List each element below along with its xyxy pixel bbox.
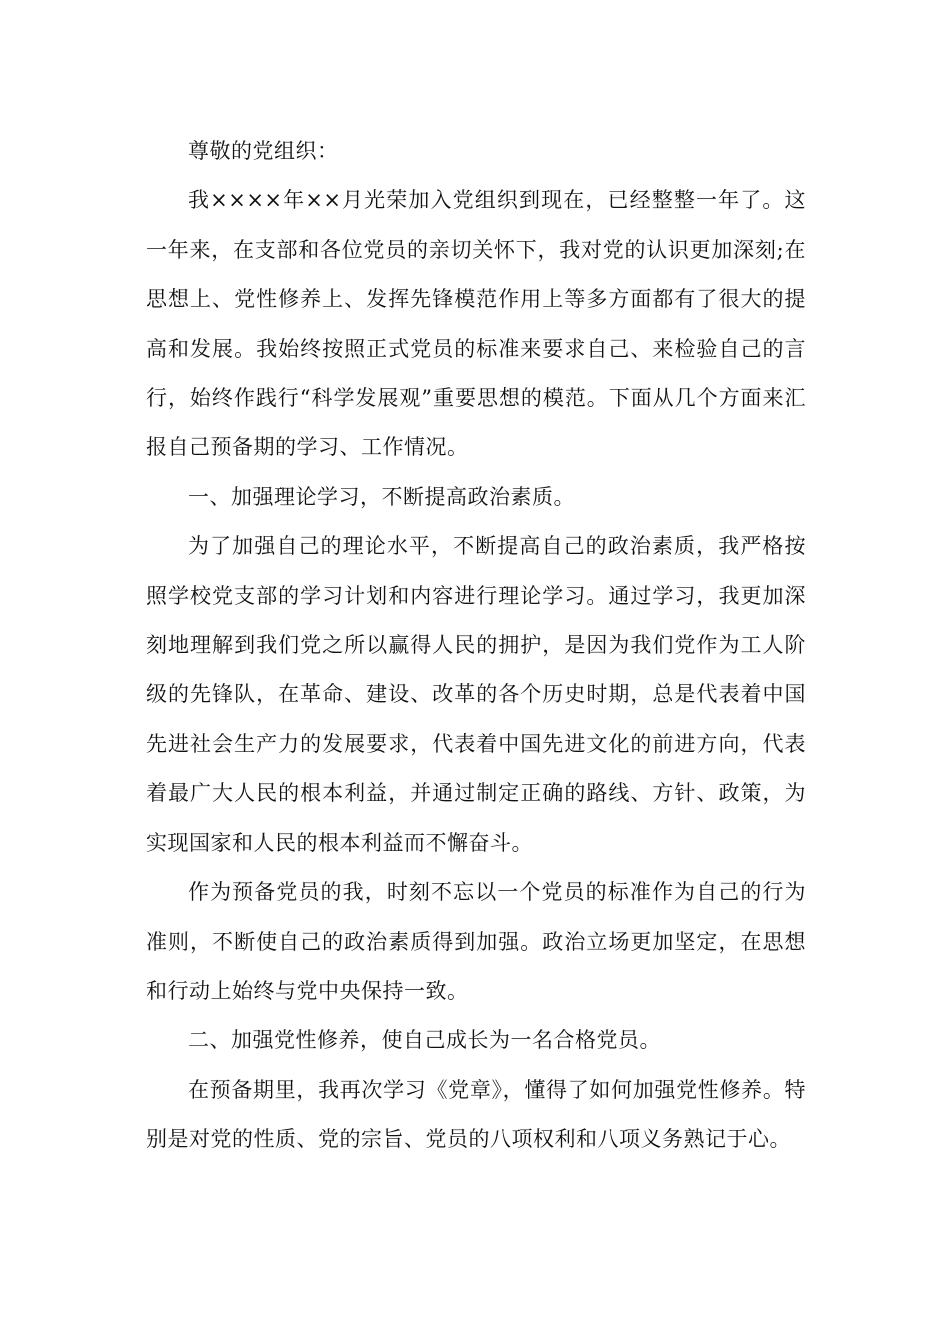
paragraph-party-constitution: 在预备期里，我再次学习《党章》，懂得了如何加强党性修养。特别是对党的性质、党的宗旨、党员的八项权利和八项义务熟记于心。 (146, 1077, 806, 1152)
section-heading-2: 二、加强党性修养，使自己成长为一名合格党员。 (188, 1028, 661, 1053)
paragraph-probationary-member: 作为预备党员的我，时刻不忘以一个党员的标准作为自己的行为准则，不断使自己的政治素质得到加强。政治立场更加坚定，在思想和行动上始终与党中央保持一致。 (146, 880, 806, 1003)
section-heading-1: 一、加强理论学习，不断提高政治素质。 (188, 484, 575, 509)
paragraph-intro: 我××××年××月光荣加入党组织到现在，已经整整一年了。这一年来，在支部和各位党员的亲切关怀下，我对党的认识更加深刻;在思想上、党性修养上、发挥先锋模范作用上等多方面都有了很大的提高和发展。我始终按照正式党员的标准来要求自己、来检验自己的言行，始终作践行“科学发展观”重要思想的模范。下面从几个方面来汇报自己预备期的学习、工作情况。 (146, 188, 806, 460)
document-body (146, 127, 806, 1165)
salutation: 尊敬的党组织： (188, 139, 339, 163)
paragraph-theory-study: 为了加强自己的理论水平，不断提高自己的政治素质，我严格按照学校党支部的学习计划和内容进行理论学习。通过学习，我更加深刻地理解到我们党之所以赢得人民的拥护，是因为我们党作为工人阶级的先锋队，在革命、建设、改革的各个历史时期，总是代表着中国先进社会生产力的发展要求，代表着中国先进文化的前进方向，代表着最广大人民的根本利益，并通过制定正确的路线、方针、政策，为实现国家和人民的根本利益而不懈奋斗。 (146, 534, 806, 855)
